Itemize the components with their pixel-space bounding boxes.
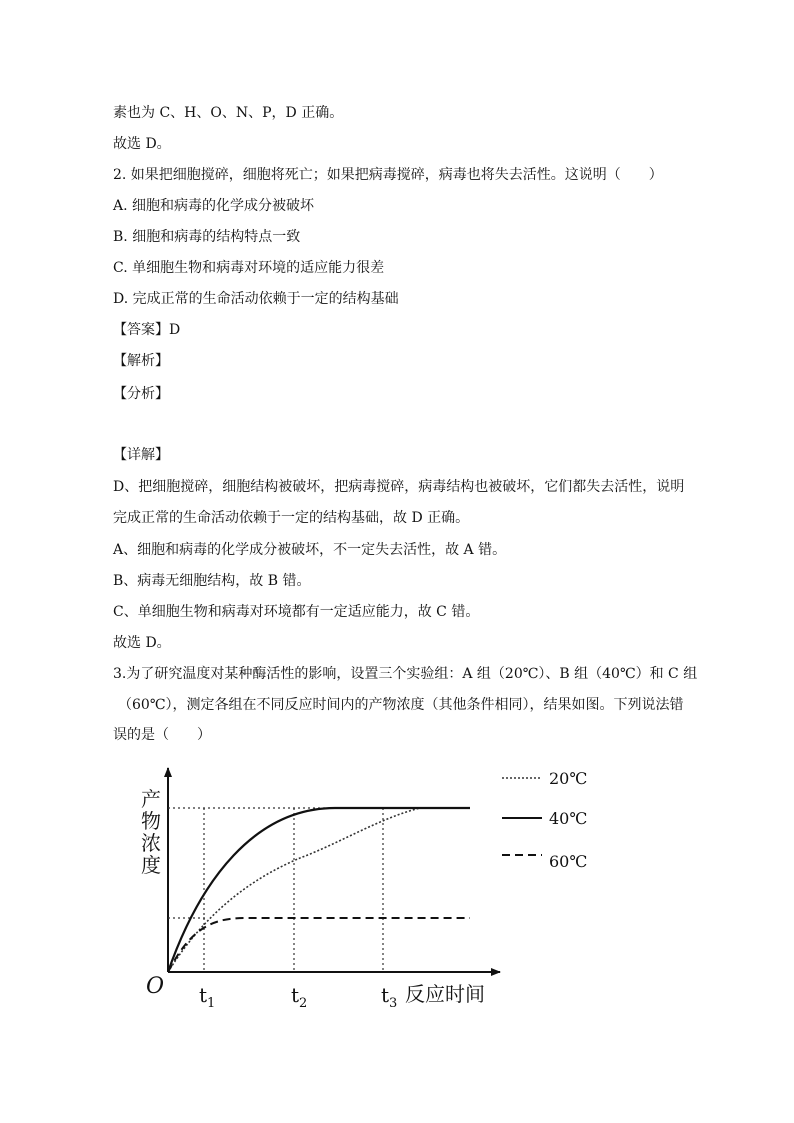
option-d: D. 完成正常的生命活动依赖于一定的结构基础 — [113, 291, 399, 307]
text-line: 完成正常的生命活动依赖于一定的结构基础，故 D 正确。 — [113, 510, 470, 526]
text-line: C、单细胞生物和病毒对环境都有一定适应能力，故 C 错。 — [113, 604, 480, 620]
curve-20c — [168, 808, 470, 972]
text-line: 素也为 C、H、O、N、P，D 正确。 — [113, 105, 344, 121]
tick-label-t2: $t_2$ — [291, 983, 308, 1011]
legend-label-40c: 40℃ — [549, 809, 588, 828]
option-b: B. 细胞和病毒的结构特点一致 — [113, 229, 301, 245]
curve-40c — [168, 808, 470, 972]
text-line: 故选 D。 — [113, 635, 171, 651]
question-2-stem: 2. 如果把细胞搅碎，细胞将死亡；如果把病毒搅碎，病毒也将失去活性。这说明（ ） — [113, 167, 663, 183]
origin-label: O — [146, 974, 165, 999]
detail-label: 【详解】 — [113, 447, 169, 463]
text-line: 故选 D。 — [113, 136, 171, 152]
tick-label-t3: $t_3$ — [381, 983, 398, 1011]
curve-60c — [168, 918, 470, 972]
text-line: D、把细胞搅碎，细胞结构被破坏，把病毒搅碎，病毒结构也被破坏，它们都失去活性，说明 — [113, 479, 685, 495]
tick-label-t1: $t_1$ — [199, 983, 216, 1011]
text-line: A、细胞和病毒的化学成分被破坏，不一定失去活性，故 A 错。 — [113, 542, 507, 558]
text-line: B、病毒无细胞结构，故 B 错。 — [113, 573, 311, 589]
x-axis-label: 反应时间 — [405, 982, 485, 1006]
question-3-stem: 3.为了研究温度对某种酶活性的影响，设置三个实验组：A 组（20℃）、B 组（40℃）和 C 组 — [113, 666, 698, 682]
question-3-stem-cont: （60℃），测定各组在不同反应时间内的产物浓度（其他条件相同），结果如图。下列说法错 — [118, 697, 684, 713]
option-c: C. 单细胞生物和病毒对环境的适应能力很差 — [113, 260, 385, 276]
option-a: A. 细胞和病毒的化学成分被破坏 — [113, 198, 315, 214]
fenxi-label: 【分析】 — [113, 386, 169, 402]
analysis-label: 【解析】 — [113, 353, 169, 369]
legend-label-60c: 60℃ — [549, 852, 588, 871]
answer-label: 【答案】D — [113, 322, 181, 338]
question-3-stem-cont: 误的是（ ） — [113, 727, 211, 743]
y-axis-label: 产物浓度 — [141, 787, 161, 877]
legend-label-20c: 20℃ — [549, 769, 588, 788]
